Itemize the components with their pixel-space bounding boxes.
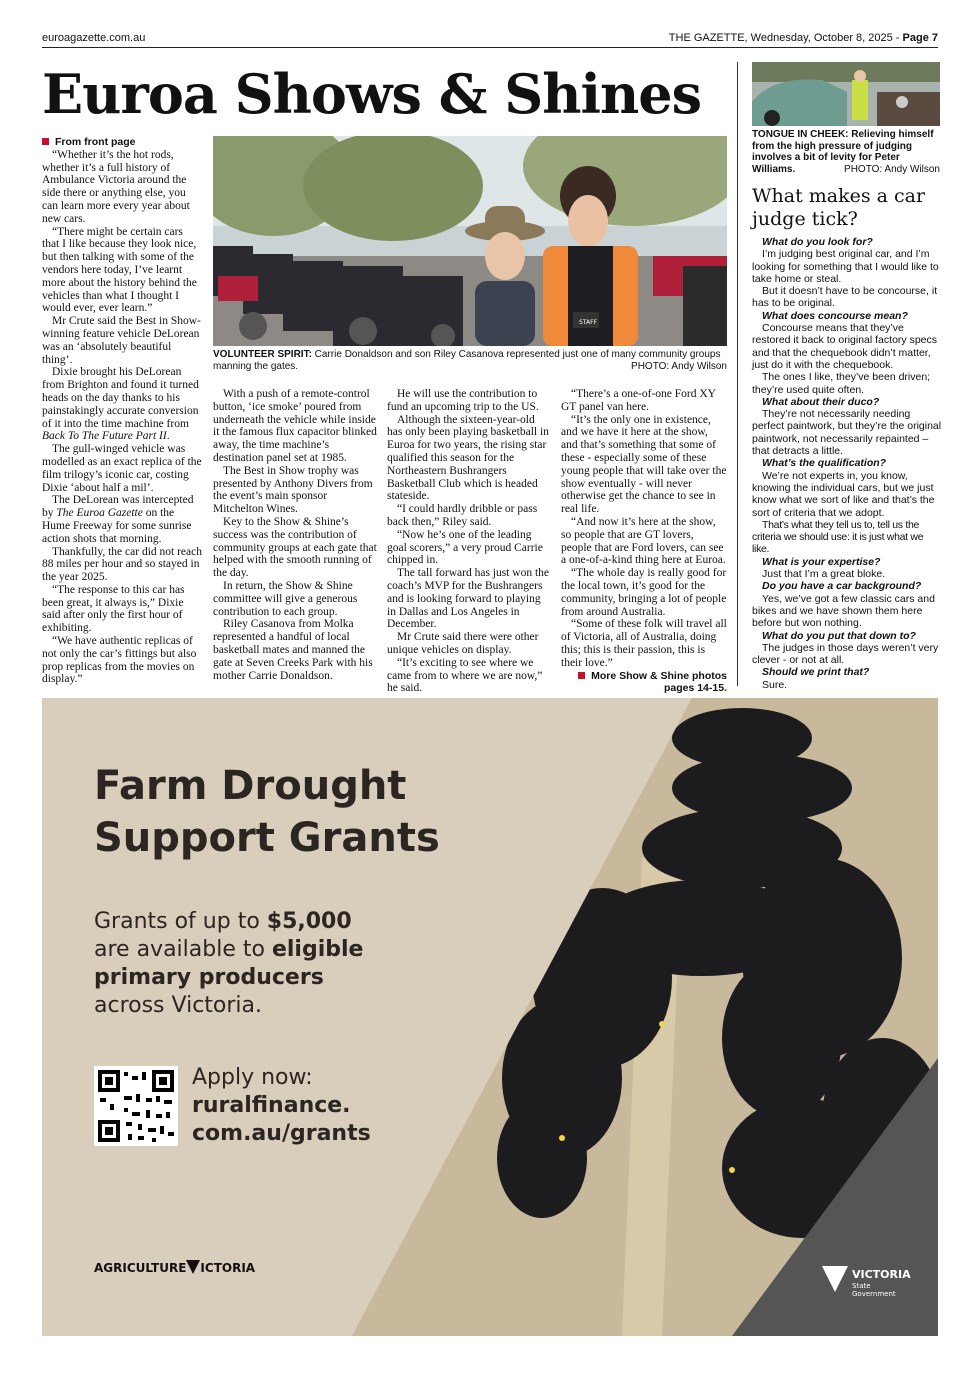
volunteer-photo [213, 136, 727, 346]
red-bullet-icon [578, 672, 585, 679]
more-photos-link[interactable]: More Show & Shine photos pages 14-15. [561, 670, 727, 696]
side-caption-lead: TONGUE IN CHEEK: [752, 129, 849, 140]
col3-para: “Now he’s one of the leading goal scorers,” a very proud Carrie chipped in. [387, 528, 543, 567]
judge-photo-illustration [752, 62, 940, 126]
qa-question: What’s the qualification? [762, 457, 887, 470]
column-divider [737, 62, 738, 686]
qa-answer: Concourse means that they’ve restored it back to original factory specs and that the chequebook didn’t matter, just do it with the chequebook. [752, 322, 938, 371]
col1-para: “Whether it’s the hot rods, whether it’s a full history of Ambulance Victoria around the side there or anything else, you can learn more every year about new cars. [42, 148, 190, 225]
qa-question: Do you have a car background? [762, 580, 922, 593]
col4-para: “There’s a one-of-one Ford XY GT panel van here. [561, 388, 716, 413]
col1-para: “The response to this car has been great, it always is,” Dixie said after only the first hour of exhibiting. [42, 583, 185, 635]
qa-answer: Yes, we’ve got a few classic cars and bikes and we have shown them here before but won nothing. [752, 592, 935, 630]
column-4 [561, 388, 727, 695]
col3-para: Mr Crute said there were other unique vehicles on display. [387, 631, 539, 656]
paper-name: The Euroa Gazette [56, 507, 143, 520]
site-url[interactable]: euroagazette.com.au [42, 32, 146, 44]
page-number: Page 7 [902, 32, 938, 44]
judge-photo [752, 62, 940, 126]
col1-para: Mr Crute said the Best in Show-winning feature vehicle DeLorean was an ‘absolutely beautiful thing’. [42, 315, 201, 366]
col2-para: With a push of a remote-control button, ‘ice smoke’ poured from underneath the vehicle while inside it the famous flux capacitor blinked away, the time machine’s destination panel set at 1985. [213, 388, 377, 464]
col4-para: “It’s the only one in existence, and we have it here at the show, and that’s something that some of these - especially some of these young people that will take over the show eventually - will never otherwise get the chance to see in real life. [561, 413, 727, 516]
col3-para: Although the sixteen-year-old has only been playing basketball in Euroa for two years, the rising star qualified this season for the Northeastern Bushrangers Basketball Club which is headed stateside. [387, 413, 549, 503]
col1-para: “There might be certain cars that I like because they look nice, but then talking with some of the vendors here today, I’ve learnt more about the history behind the vehicles than what I thought I would ever, ever learn.” [42, 225, 197, 315]
qa-answer: Sure. [762, 678, 788, 691]
sidebar-title: What makes a car judge tick? [752, 185, 926, 230]
drought-grants-ad[interactable] [42, 698, 938, 1336]
victoria-v-logo-icon [822, 1266, 848, 1292]
victoria-v-icon [186, 1260, 200, 1274]
qa-answer: The judges in those days weren’t very clever - or not at all. [752, 641, 939, 667]
col4-para: “Some of these folk will travel all of Victoria, all of Australia, doing this; this is their passion, this is their love.” [561, 618, 727, 669]
col4-para: “The whole day is really good for the local town, it’s good for the community, bringing a lot of people from around Australia. [561, 567, 727, 618]
col3-para: “It’s exciting to see where we came from to where we are now,” he said. [387, 656, 543, 695]
ad-copy: Grants of up to $5,000 are available to eligible primary producers across Victoria. [94, 909, 364, 1018]
qa-question: What do you put that down to? [762, 629, 916, 642]
qa-question: What is your expertise? [762, 555, 881, 568]
volunteer-caption [213, 349, 727, 372]
col4-para: “And now it’s here at the show, so people that are GT lovers, people that are Ford lovers, can see a one-of-a-kind thing here at Euroa. [561, 515, 726, 567]
col1-para: The gull-winged vehicle was modelled as an exact replica of the film trilogy’s iconic car, costing Dixie ‘about half a mil’. [42, 443, 202, 494]
col3-para: The tall forward has just won the coach’s MVP for the Bushrangers and is looking forward to playing in Dallas and Los Angeles in December. [387, 567, 550, 631]
vic-logo-text: VICTORIA [852, 1268, 911, 1281]
col1-para: Dixie brought his DeLorean from Brighton and found it turned heads on the day thanks to his painstakingly accurate conversion of it into the time machine from Back To The Future Part II. [42, 366, 199, 443]
vic-logo-sub: State Government [852, 1282, 896, 1298]
agriculture-victoria-logo: AGRICULTURE ICTORIA [94, 1261, 256, 1275]
col1-para: Thankfully, the car did not reach 88 miles per hour and so stayed in the year 2025. [42, 545, 202, 584]
column-1 [42, 136, 202, 686]
column-2 [213, 388, 378, 682]
col1-para: “We have authentic replicas of not only the car’s fittings but also prop replicas from the movies on display.” [42, 635, 197, 686]
qa-answer: The ones I like, they’ve been driven; they’re used quite often. [752, 371, 931, 396]
caption-lead: VOLUNTEER SPIRIT: [213, 349, 312, 360]
column-3 [387, 388, 552, 695]
caption-text: Carrie Donaldson and son Riley Casanova represented just one of many community groups manning the gates. [213, 349, 721, 372]
col3-para: He will use the contribution to fund an upcoming trip to the US. [387, 388, 539, 413]
judge-qa [752, 236, 942, 691]
qa-question: What does concourse mean? [762, 309, 908, 322]
qa-answer: That’s what they tell us to, tell us the criteria we should use: it is just what we like. [752, 518, 924, 556]
side-caption-text: Relieving himself from the high pressure of judging involves a bit of levity for Peter Williams. [752, 129, 934, 175]
volunteer-photo-illustration [213, 136, 727, 346]
qa-question: Should we print that? [762, 666, 870, 679]
issue-date: THE GAZETTE, Wednesday, October 8, 2025 - [668, 32, 903, 44]
page-headline: Euroa Shows & Shines [42, 62, 701, 126]
apply-block [192, 1064, 371, 1148]
qr-code[interactable] [94, 1066, 178, 1146]
qa-question: What do you look for? [762, 236, 873, 248]
apply-label: Apply now: [192, 1065, 313, 1090]
qa-answer: They’re not necessarily needing perfect paintwork, but they’re the original paintwork, not necessarily repainted – that detracts a little. [752, 408, 942, 458]
col2-para: Key to the Show & Shine’s success was the contribution of community groups at each gate that helped with the smooth running of the day. [213, 515, 377, 580]
col3-para: “I could hardly dribble or pass back then,” Riley said. [387, 503, 538, 528]
ad-title: Farm Drought Support Grants [94, 763, 440, 861]
film-title: Back To The Future Part II [42, 430, 167, 443]
side-photo-credit: PHOTO: Andy Wilson [844, 163, 940, 175]
badge-text: STAFF [579, 319, 598, 326]
col2-para: Riley Casanova from Molka represented a handful of local basketball mates and manned the gate at Seven Creeks Park with his mother Carrie Donaldson. [213, 618, 373, 682]
qa-answer: I’m judging best original car, and I’m looking for something that I would like to take home or steal. [752, 248, 939, 285]
red-bullet-icon [42, 138, 49, 145]
col1-para: The DeLorean was intercepted by The Euroa Gazette on the Hume Freeway for some sunrise action shots that morning. [42, 494, 194, 545]
qa-answer: Just that I’m a great bloke. [762, 568, 886, 581]
masthead [42, 32, 938, 48]
qr-code-icon [94, 1066, 178, 1146]
from-front-page[interactable]: From front page [42, 136, 202, 149]
issue-line [669, 32, 938, 44]
photo-credit: PHOTO: Andy Wilson [631, 360, 727, 372]
masthead-rule [42, 47, 938, 48]
col2-para: In return, the Show & Shine committee will give a generous contribution to each group. [213, 579, 358, 618]
col2-para: The Best in Show trophy was presented by Anthony Divers from the event’s main sponsor Mitchelton Wines. [213, 464, 373, 516]
apply-url[interactable]: ruralfinance. com.au/grants [192, 1093, 371, 1146]
qa-answer: But it doesn’t have to be concourse, it has to be original. [752, 285, 938, 310]
qa-answer: We’re not experts in, you know, knowing the individual cars, but we just know what we sort of like and that’s the sort of criteria that we adopt. [752, 469, 935, 519]
judge-caption [752, 129, 940, 175]
grant-amount: $5,000 [266, 909, 352, 934]
qa-question: What about their duco? [762, 395, 880, 408]
